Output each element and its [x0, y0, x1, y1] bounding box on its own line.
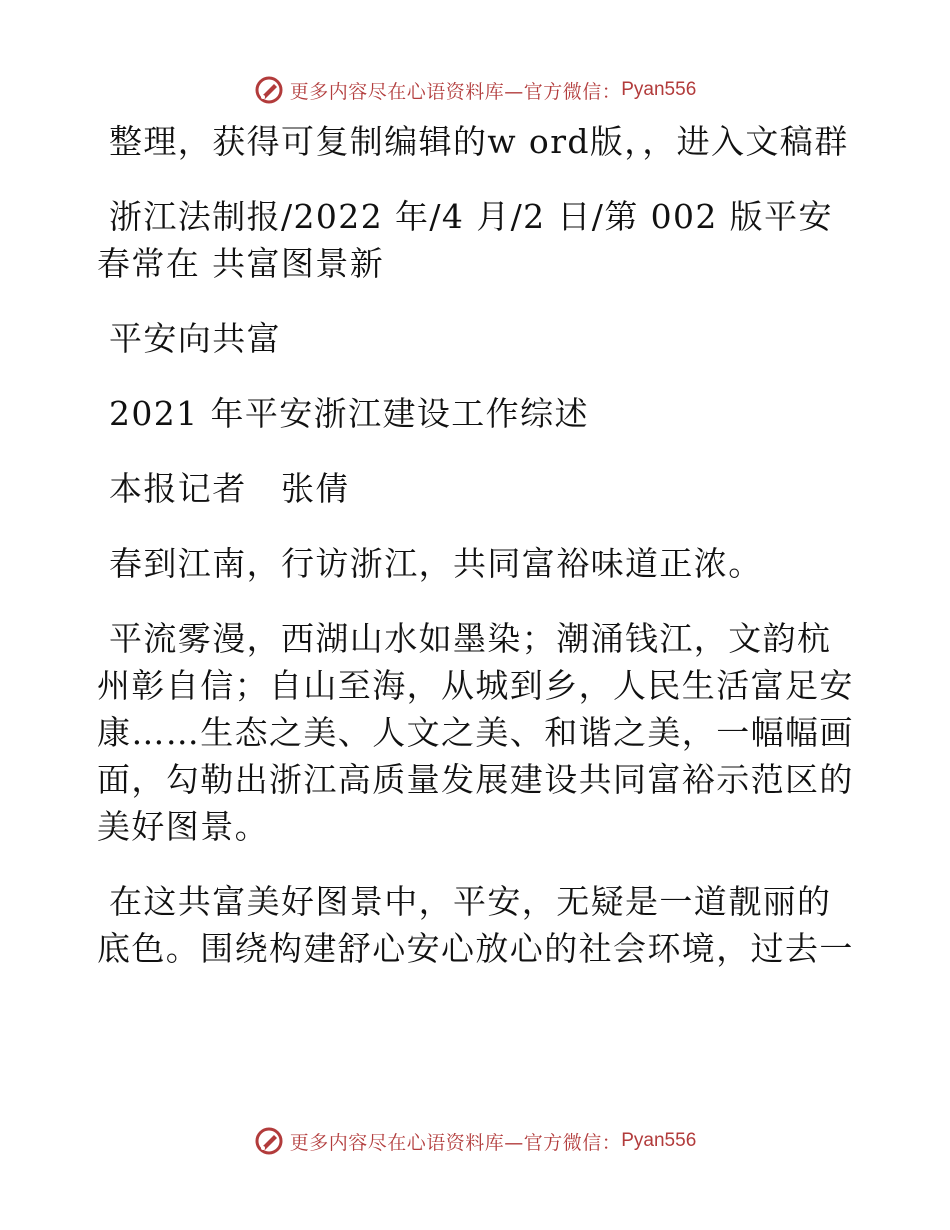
watermark-dash: —: [504, 80, 524, 103]
footer-watermark: [0, 1121, 950, 1161]
paragraph-intro: 整理，获得可复制编辑的w ord版，，进入文稿群: [109, 122, 849, 161]
paragraph-body: 在这共富美好图景中，平安，无疑是一道靓丽的底色。围绕构建舒心安心放心的社会环境，过去一: [97, 882, 854, 968]
paragraph-byline: 本报记者 张倩: [109, 469, 350, 508]
watermark-id: Pyan556: [621, 79, 697, 100]
watermark-dash: —: [504, 1131, 524, 1154]
document-body: [97, 118, 857, 1000]
paragraph-source: 浙江法制报/2022 年/4 月/2 日/第 002 版平安春常在 共富图景新: [97, 197, 833, 283]
paragraph-body: 春到江南，行访浙江，共同富裕味道正浓。: [109, 544, 763, 583]
paragraph-heading: 2021 年平安浙江建设工作综述: [109, 394, 589, 433]
paragraph-body: 平流雾漫，西湖山水如墨染；潮涌钱江，文韵杭州彰自信；自山至海，从城到乡，人民生活富足安康……生态之美、人文之美、和谐之美，一幅幅画面，勾勒出浙江高质量发展建设共同富裕示范区的美好图景。: [97, 619, 854, 846]
watermark-suffix: 官方微信：: [523, 80, 622, 103]
watermark-main: 更多内容尽在心语资料库: [289, 80, 505, 103]
watermark-suffix: 官方微信：: [523, 1131, 622, 1154]
watermark-main: 更多内容尽在心语资料库: [289, 1131, 505, 1154]
watermark-text: [290, 77, 622, 104]
watermark-text: [290, 1128, 622, 1155]
watermark-id: Pyan556: [621, 1130, 697, 1151]
pen-logo-icon: [254, 75, 284, 105]
pen-logo-icon: [254, 1126, 284, 1156]
header-watermark: [0, 70, 950, 110]
paragraph-subtitle: 平安向共富: [109, 319, 281, 358]
